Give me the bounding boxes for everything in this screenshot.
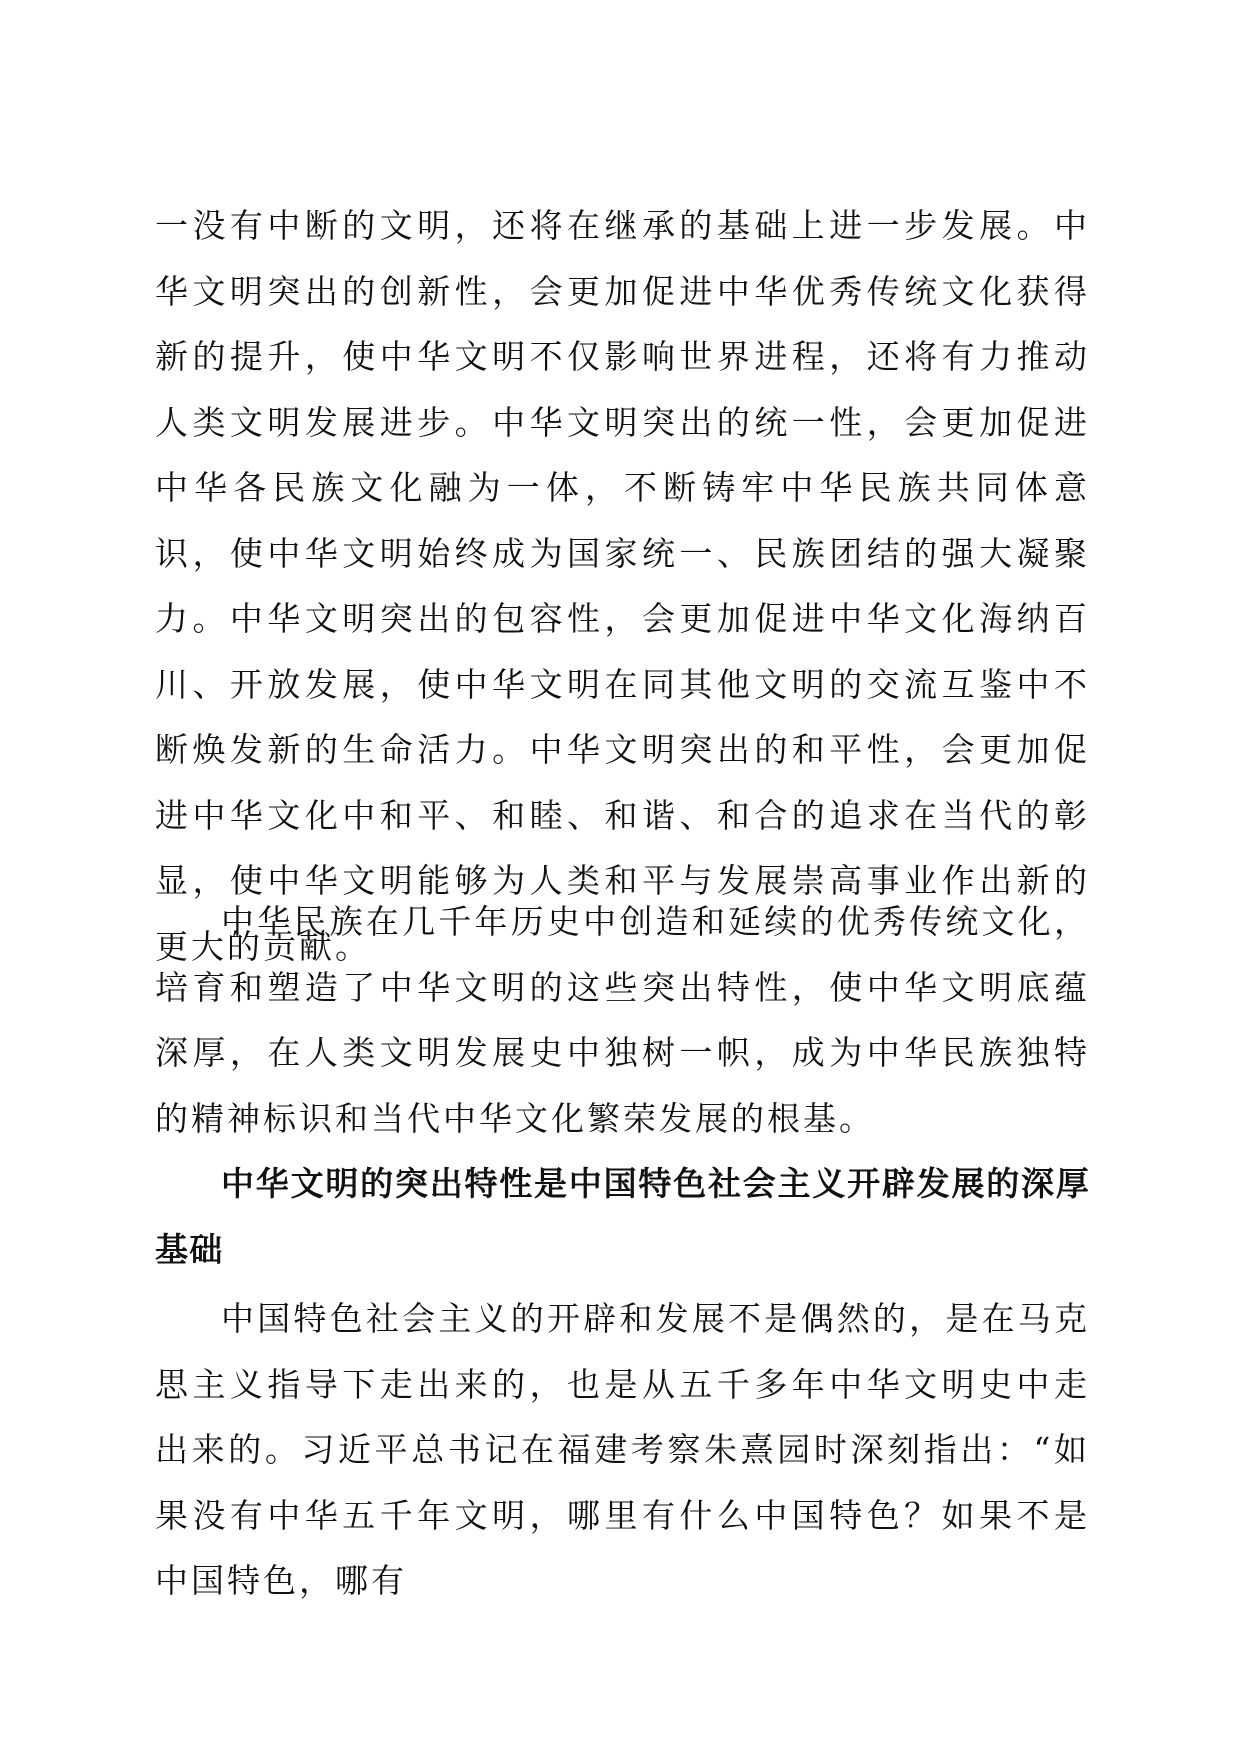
body-paragraph: 中国特色社会主义的开辟和发展不是偶然的，是在马克思主义指导下走出来的，也是从五千多年中华文明史中走出来的。习近平总书记在福建考察朱熹园时深刻指出：“如果没有中华五千年文明，哪里有什么中国特色？如果不是中国特色，哪有 xyxy=(155,1299,1090,1600)
body-paragraph-continued: 一没有中断的文明，还将在继承的基础上进一步发展。中华文明突出的创新性，会更加促进中华优秀传统文化获得新的提升，使中华文明不仅影响世界进程，还将有力推动人类文明发展进步。中华文明突出的统一性，会更加促进中华各民族文化融为一体，不断铸牢中华民族共同体意识，使中华文明始终成为国家统一、民族团结的强大凝聚力。中华文明突出的包容性，会更加促进中华文化海纳百川、开放发展，使中华文明在同其他文明的交流互鉴中不断焕发新的生命活力。中华文明突出的和平性，会更加促进中华文化中和平、和睦、和谐、和合的追求在当代的彰显，使中华文明能够为人类和平与发展崇高事业作出新的更大的贡献。 xyxy=(155,206,1090,966)
section-heading: 中华文明的突出特性是中国特色社会主义开辟发展的深厚基础 xyxy=(155,1164,1090,1269)
body-paragraph: 中华民族在几千年历史中创造和延续的优秀传统文化，培育和塑造了中华文明的这些突出特性，使中华文明底蕴深厚，在人类文明发展史中独树一帜，成为中华民族独特的精神标识和当代中华文化繁荣发展的根基。 xyxy=(155,902,1090,1138)
